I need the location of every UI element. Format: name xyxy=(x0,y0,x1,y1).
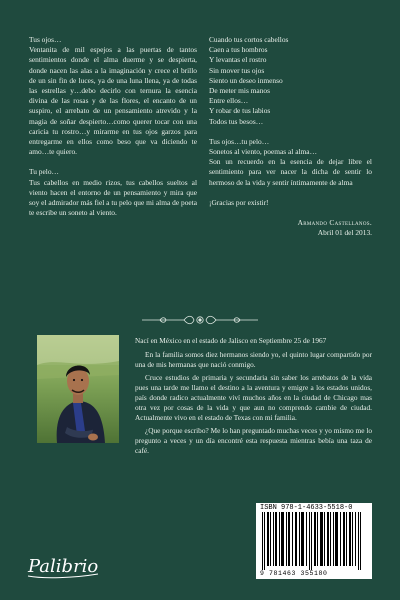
poem-line: De meter mis manos xyxy=(209,86,270,96)
poem-line: Y robar de tus labios xyxy=(209,106,271,116)
isbn-label: ISBN 978-1-4633-5518-0 xyxy=(260,504,353,512)
barcode-bars xyxy=(260,512,368,570)
publisher-logo xyxy=(24,548,104,582)
poem-line: Sin mover tus ojos xyxy=(209,65,265,75)
poem-paragraph: Son un recuerdo en la esencia de dejar libre el sentimiento para ver nacer la dicha de sentir lo hermoso de la vida y sentir íntimamente de alma xyxy=(209,157,372,187)
closing-line: ¡Gracias por existir! xyxy=(209,197,269,207)
bio-paragraph: Cruce estudios de primaria y secundaria sin saber los arrebatos de la vida pues una tarde me llamo el destino a la aventura y emigre a los estados unidos, país donde radico actualmente viví muchos años en la ciudad de Chicago mas otra vez por cosas de la vida y que aun no comprendo cambie de ciudad. Actualmente vivo en el estado de Texas con mi familia. xyxy=(135,373,372,422)
poem-line: Cuando tus cortos cabellos xyxy=(209,35,289,44)
decorative-divider-icon xyxy=(140,312,260,328)
bio-paragraph: Nací en México en el estado de Jalisco en Septiembre 25 de 1967 xyxy=(135,336,327,345)
stanza-title: Tus ojos…tu pelo… xyxy=(209,136,270,146)
author-biography xyxy=(135,336,372,460)
ean-digits: 9 781463 355180 xyxy=(260,570,328,577)
poem-right-column xyxy=(209,35,372,238)
poem-line: Entre ellos… xyxy=(209,96,249,106)
author-portrait xyxy=(37,335,119,443)
poem-line: Y levantas el rostro xyxy=(209,55,267,65)
isbn-barcode xyxy=(256,503,372,579)
poem-line: Siento un deseo inmenso xyxy=(209,75,283,85)
poem-line: Todos tus besos… xyxy=(209,116,264,126)
poem-left-column xyxy=(29,35,197,228)
stanza-title: Sonetos al viento, poemas al alma… xyxy=(209,147,317,157)
stanza-title: Tus ojos… xyxy=(29,35,62,44)
author-signature xyxy=(209,218,372,228)
stanza-title: Tu pelo… xyxy=(29,167,59,177)
poem-line: Caen a tus hombros xyxy=(209,45,268,55)
stanza-gap xyxy=(209,127,372,137)
bio-paragraph: En la familia somos diez hermanos siendo yo, el quinto lugar compartido por una de mis hermanas que nació conmigo. xyxy=(135,349,372,369)
signature-date: Abril 01 del 2013. xyxy=(317,228,372,238)
logo-text: Palibrio xyxy=(28,556,99,577)
bio-paragraph: ¿Que porque escribo? Me lo han preguntado muchas veces y yo mismo me lo pregunto a veces y un día encontré esta respuesta mientras bebía una taza de café. xyxy=(135,426,372,455)
poem-paragraph: Ventanita de mil espejos a las puertas de tantos sentimientos donde el alma duerme y se despierta, donde nacen las alas a la imaginación y crece el brillo de un sin fin de luces, ya de una luna llena, ya de todas las estrellas y…debo decirlo con ternura la esencia divina de las rosas y de las flores, el encanto de un suspiro, el arrebato de un pensamiento atrevido y la magia de soñar despierto…como querer tocar con una caricia tu rostro…y mirarme en tus ojos garzos para entregarme en ellos como beso que va diciendo te amo…te quiero. xyxy=(29,45,197,157)
author-name: Armando Castellanos. xyxy=(297,218,372,228)
poem-paragraph: Tus cabellos en medio rizos, tus cabellos sueltos al viento hacen el entorno de un pensamiento y mira que soy el admirador más fiel a tu pelo que mi alma de poeta te escribe un soneto al viento. xyxy=(29,177,197,218)
